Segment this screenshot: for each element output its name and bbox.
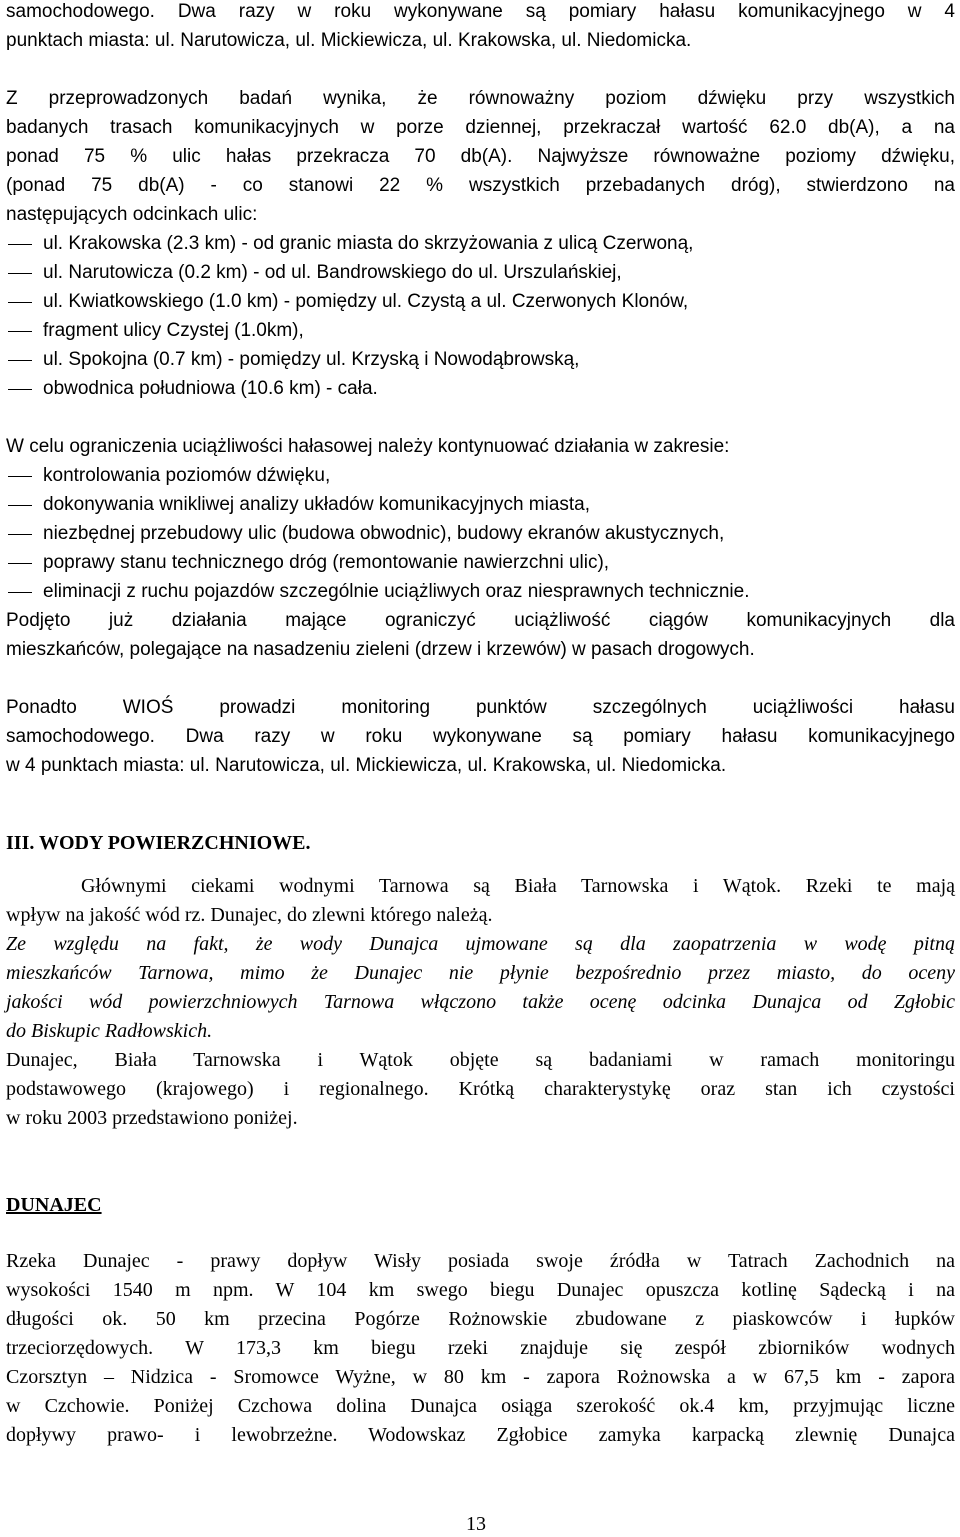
paragraph-line: Ponadto WIOŚ prowadzi monitoring punktów szczególnych uciążliwości hałasu — [6, 697, 955, 718]
list-item: ul. Krakowska (2.3 km) - od granic miasta do skrzyżowania z ulicą Czerwoną, — [43, 233, 694, 254]
paragraph-line: w Czchowie. Poniżej Czchowa dolina Dunajca osiąga szerokość ok.4 km, przyjmując liczne — [6, 1395, 955, 1417]
section-heading: III. WODY POWIERZCHNIOWE. — [6, 832, 311, 854]
list-item: poprawy stanu technicznego dróg (remontowanie nawierzchni ulic), — [43, 552, 610, 573]
paragraph-line: wysokości 1540 m npm. W 104 km swego biegu Dunajec opuszcza kotlinę Sądecką i na — [6, 1279, 955, 1301]
list-item: niezbędnej przebudowy ulic (budowa obwodnic), budowy ekranów akustycznych, — [43, 523, 725, 544]
paragraph-line: Dunajec, Biała Tarnowska i Wątok objęte są badaniami w ramach monitoringu — [6, 1049, 955, 1071]
paragraph-line: W celu ograniczenia uciążliwości hałasowej należy kontynuować działania w zakresie: — [6, 436, 730, 457]
list-dash — [8, 302, 32, 303]
paragraph-line: samochodowego. Dwa razy w roku wykonywane są pomiary hałasu komunikacyjnego w 4 — [6, 1, 955, 22]
list-dash — [8, 273, 32, 274]
list-item: kontrolowania poziomów dźwięku, — [43, 465, 331, 486]
list-dash — [8, 389, 32, 390]
paragraph-line: w roku 2003 przedstawiono poniżej. — [6, 1107, 298, 1129]
list-dash — [8, 360, 32, 361]
list-dash — [8, 331, 32, 332]
paragraph-line: Ze względu na fakt, że wody Dunajca ujmowane są dla zaopatrzenia w wodę pitną — [6, 933, 955, 955]
paragraph-line: do Biskupic Radłowskich. — [6, 1020, 213, 1042]
list-item: ul. Kwiatkowskiego (1.0 km) - pomiędzy ul. Czystą a ul. Czerwonych Klonów, — [43, 291, 689, 312]
paragraph-line: Rzeka Dunajec - prawy dopływ Wisły posiada swoje źródła w Tatrach Zachodnich na — [6, 1250, 955, 1272]
list-item: obwodnica południowa (10.6 km) - cała. — [43, 378, 378, 399]
paragraph-line: Czorsztyn – Nidzica - Sromowce Wyżne, w 80 km - zapora Rożnowska a w 67,5 km - zapora — [6, 1366, 955, 1388]
paragraph-line: samochodowego. Dwa razy w roku wykonywane są pomiary hałasu komunikacyjnego — [6, 726, 955, 747]
list-dash — [8, 476, 32, 477]
paragraph-line: punktach miasta: ul. Narutowicza, ul. Mickiewicza, ul. Krakowska, ul. Niedomicka. — [6, 30, 692, 51]
paragraph-line: (ponad 75 db(A) - co stanowi 22 % wszystkich przebadanych dróg), stwierdzono na — [6, 175, 955, 196]
list-dash — [8, 244, 32, 245]
paragraph-line: podstawowego (krajowego) i regionalnego. Krótką charakterystykę oraz stan ich czystości — [6, 1078, 955, 1100]
paragraph-line: długości ok. 50 km przecina Pogórze Rożnowskie zbudowane z piaskowców i łupków — [6, 1308, 955, 1330]
paragraph-line: Z przeprowadzonych badań wynika, że równoważny poziom dźwięku przy wszystkich — [6, 88, 955, 109]
list-dash — [8, 505, 32, 506]
list-item: ul. Narutowicza (0.2 km) - od ul. Bandrowskiego do ul. Urszulańskiej, — [43, 262, 622, 283]
paragraph-line: jakości wód powierzchniowych Tarnowa włączono także ocenę odcinka Dunajca od Zgłobic — [6, 991, 955, 1013]
page-number: 13 — [466, 1513, 486, 1535]
paragraph-line: mieszkańców, polegające na nasadzeniu zieleni (drzew i krzewów) w pasach drogowych. — [6, 639, 755, 660]
paragraph-line: wpływ na jakość wód rz. Dunajec, do zlewni którego należą. — [6, 904, 493, 926]
list-item: dokonywania wnikliwej analizy układów komunikacyjnych miasta, — [43, 494, 591, 515]
paragraph-line: w 4 punktach miasta: ul. Narutowicza, ul. Mickiewicza, ul. Krakowska, ul. Niedomicka. — [6, 755, 727, 776]
paragraph-line: Głównymi ciekami wodnymi Tarnowa są Biała Tarnowska i Wątok. Rzeki te mają — [81, 875, 955, 897]
list-item: fragment ulicy Czystej (1.0km), — [43, 320, 304, 341]
list-dash — [8, 563, 32, 564]
list-item: eliminacji z ruchu pojazdów szczególnie uciążliwych oraz niesprawnych technicznie. — [43, 581, 750, 602]
list-dash — [8, 592, 32, 593]
paragraph-line: badanych trasach komunikacyjnych w porze dziennej, przekraczał wartość 62.0 db(A), a na — [6, 117, 955, 138]
paragraph-line: ponad 75 % ulic hałas przekracza 70 db(A). Najwyższe równoważne poziomy dźwięku, — [6, 146, 955, 167]
subheading: DUNAJEC — [6, 1194, 102, 1216]
list-item: ul. Spokojna (0.7 km) - pomiędzy ul. Krzyską i Nowodąbrowską, — [43, 349, 580, 370]
paragraph-line: trzeciorzędowych. W 173,3 km biegu rzeki znajduje się zespół zbiorników wodnych — [6, 1337, 955, 1359]
paragraph-line: Podjęto już działania mające ograniczyć uciążliwość ciągów komunikacyjnych dla — [6, 610, 955, 631]
paragraph-line: następujących odcinkach ulic: — [6, 204, 258, 225]
paragraph-line: dopływy prawo- i lewobrzeżne. Wodowskaz Zgłobice zamyka karpacką zlewnię Dunajca — [6, 1424, 955, 1446]
paragraph-line: mieszkańców Tarnowa, mimo że Dunajec nie płynie bezpośrednio przez miasto, do oceny — [6, 962, 955, 984]
list-dash — [8, 534, 32, 535]
